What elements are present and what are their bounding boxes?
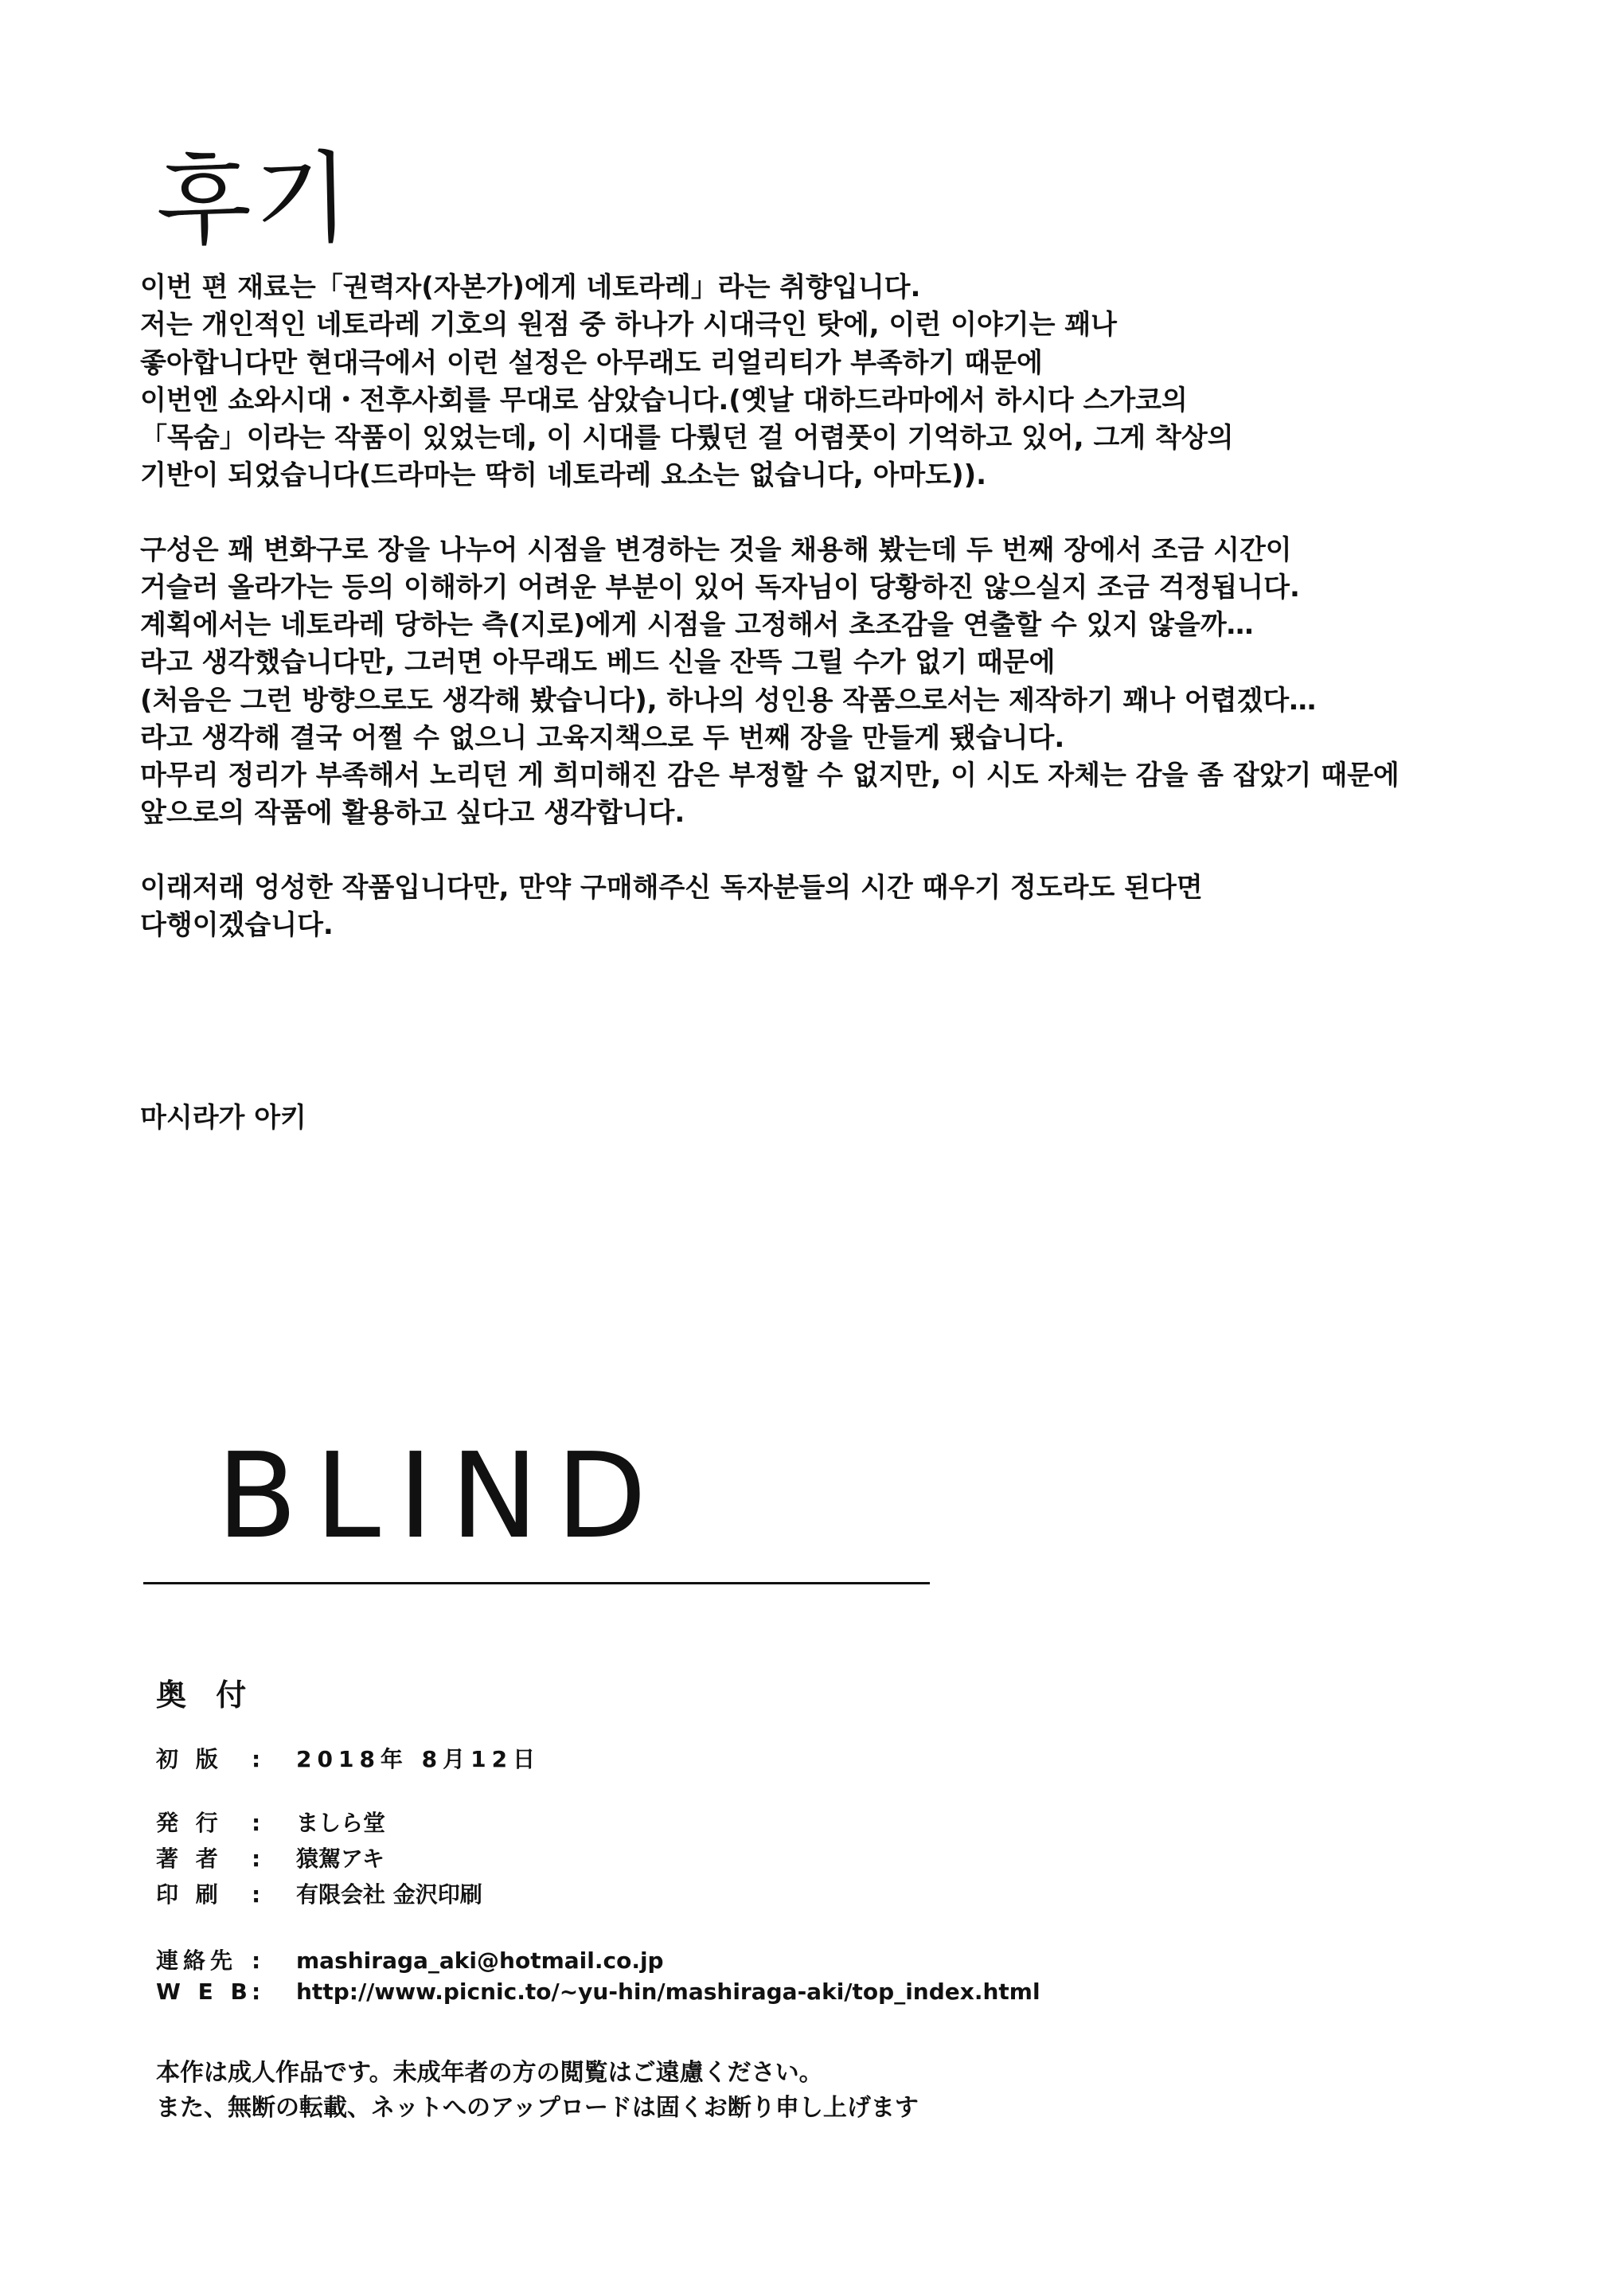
colophon-separator: : — [252, 1746, 261, 1772]
reproduction-notice: また、無断の転載、ネットへのアップロードは固くお断り申し上げます — [156, 2094, 919, 2122]
author-signature: 마시라가 아키 — [140, 1102, 306, 1134]
colophon-label: 印 刷 — [156, 1881, 223, 1908]
colophon-row-author — [156, 1842, 385, 1873]
colophon-separator: : — [252, 1979, 261, 2005]
colophon-value: 2018年 8月12日 — [296, 1746, 541, 1772]
colophon-separator: : — [252, 1846, 261, 1872]
contact-email: mashiraga_aki@hotmail.co.jp — [296, 1947, 664, 1974]
colophon-label: 発 行 — [156, 1810, 223, 1836]
colophon-label: 初 版 — [156, 1746, 223, 1772]
afterword-paragraph-3: 이래저래 엉성한 작품입니다만, 만약 구매해주신 독자분들의 시간 때우기 정도라도 된다면 다행이겠습니다. — [140, 871, 1203, 941]
colophon-label: W E B — [156, 1979, 252, 2005]
colophon-separator: : — [252, 1810, 261, 1836]
colophon-separator: : — [252, 1881, 261, 1908]
colophon-row-publisher — [156, 1806, 385, 1838]
colophon-value: ましら堂 — [296, 1810, 386, 1836]
afterword-body — [140, 269, 1509, 944]
colophon-separator: : — [252, 1947, 261, 1974]
colophon-row-printer — [156, 1877, 482, 1909]
colophon-value: 有限会社 金沢印刷 — [296, 1881, 482, 1908]
logo-underline-divider — [143, 1582, 930, 1584]
afterword-paragraph-2: 구성은 꽤 변화구로 장을 나누어 시점을 변경하는 것을 채용해 봤는데 두 번째 장에서 조금 시간이 거슬러 올라가는 등의 이해하기 어려운 부분이 있어 독자님이 당황하진 않으실지 조금 걱정됩니다. 계획에서는 네토라레 당하는 측(지로)에게 시점을 고정해서 초조감을 연출할 수 있지 않을까… 라고 생각했습니다만, 그러면 아무래도 베드 신을 잔뜩 그릴 수가 없기 때문에 (처음은 그런 방향으로도 생각해 봤습니다), 하나의 성인용 작품으로서는 제작하기 꽤나 어렵겠다… 라고 생각해 결국 어쩔 수 없으니 고육지책으로 두 번째 장을 만들게 됐습니다. 마무리 정리가 부족해서 노리던 게 희미해진 감은 부정할 수 없지만, 이 시도 자체는 감을 좀 잡았기 때문에 앞으로의 작품에 활용하고 싶다고 생각합니다. — [140, 533, 1400, 830]
colophon-row-web — [156, 1979, 1040, 2005]
blind-logo: BLIND — [217, 1428, 665, 1564]
afterword-title: 후기 — [154, 141, 355, 260]
colophon-row-edition — [156, 1742, 541, 1774]
web-url: http://www.picnic.to/~yu-hin/mashiraga-aki/top_index.html — [296, 1979, 1040, 2005]
colophon-label: 著 者 — [156, 1846, 223, 1872]
colophon-row-contact — [156, 1943, 664, 1975]
colophon-label: 連絡先 — [156, 1947, 238, 1974]
colophon-title: 奥 付 — [156, 1678, 256, 1713]
colophon-value: 猿駕アキ — [296, 1846, 385, 1872]
adult-content-notice: 本作は成人作品です。未成年者の方の閲覧はご遠慮ください。 — [156, 2059, 823, 2087]
afterword-paragraph-1: 이번 편 재료는「권력자(자본가)에게 네토라레」라는 취향입니다. 저는 개인적인 네토라레 기호의 원점 중 하나가 시대극인 탓에, 이런 이야기는 꽤나 좋아합니다만 현대극에서 이런 설정은 아무래도 리얼리티가 부족하기 때문에 이번엔 쇼와시대・전후사회를 무대로 삼았습니다.(옛날 대하드라마에서 하시다 스가코의 「목숨」이라는 작품이 있었는데, 이 시대를 다뤘던 걸 어렴풋이 기억하고 있어, 그게 착상의 기반이 되었습니다(드라마는 딱히 네토라레 요소는 없습니다, 아마도)). — [140, 271, 1234, 492]
